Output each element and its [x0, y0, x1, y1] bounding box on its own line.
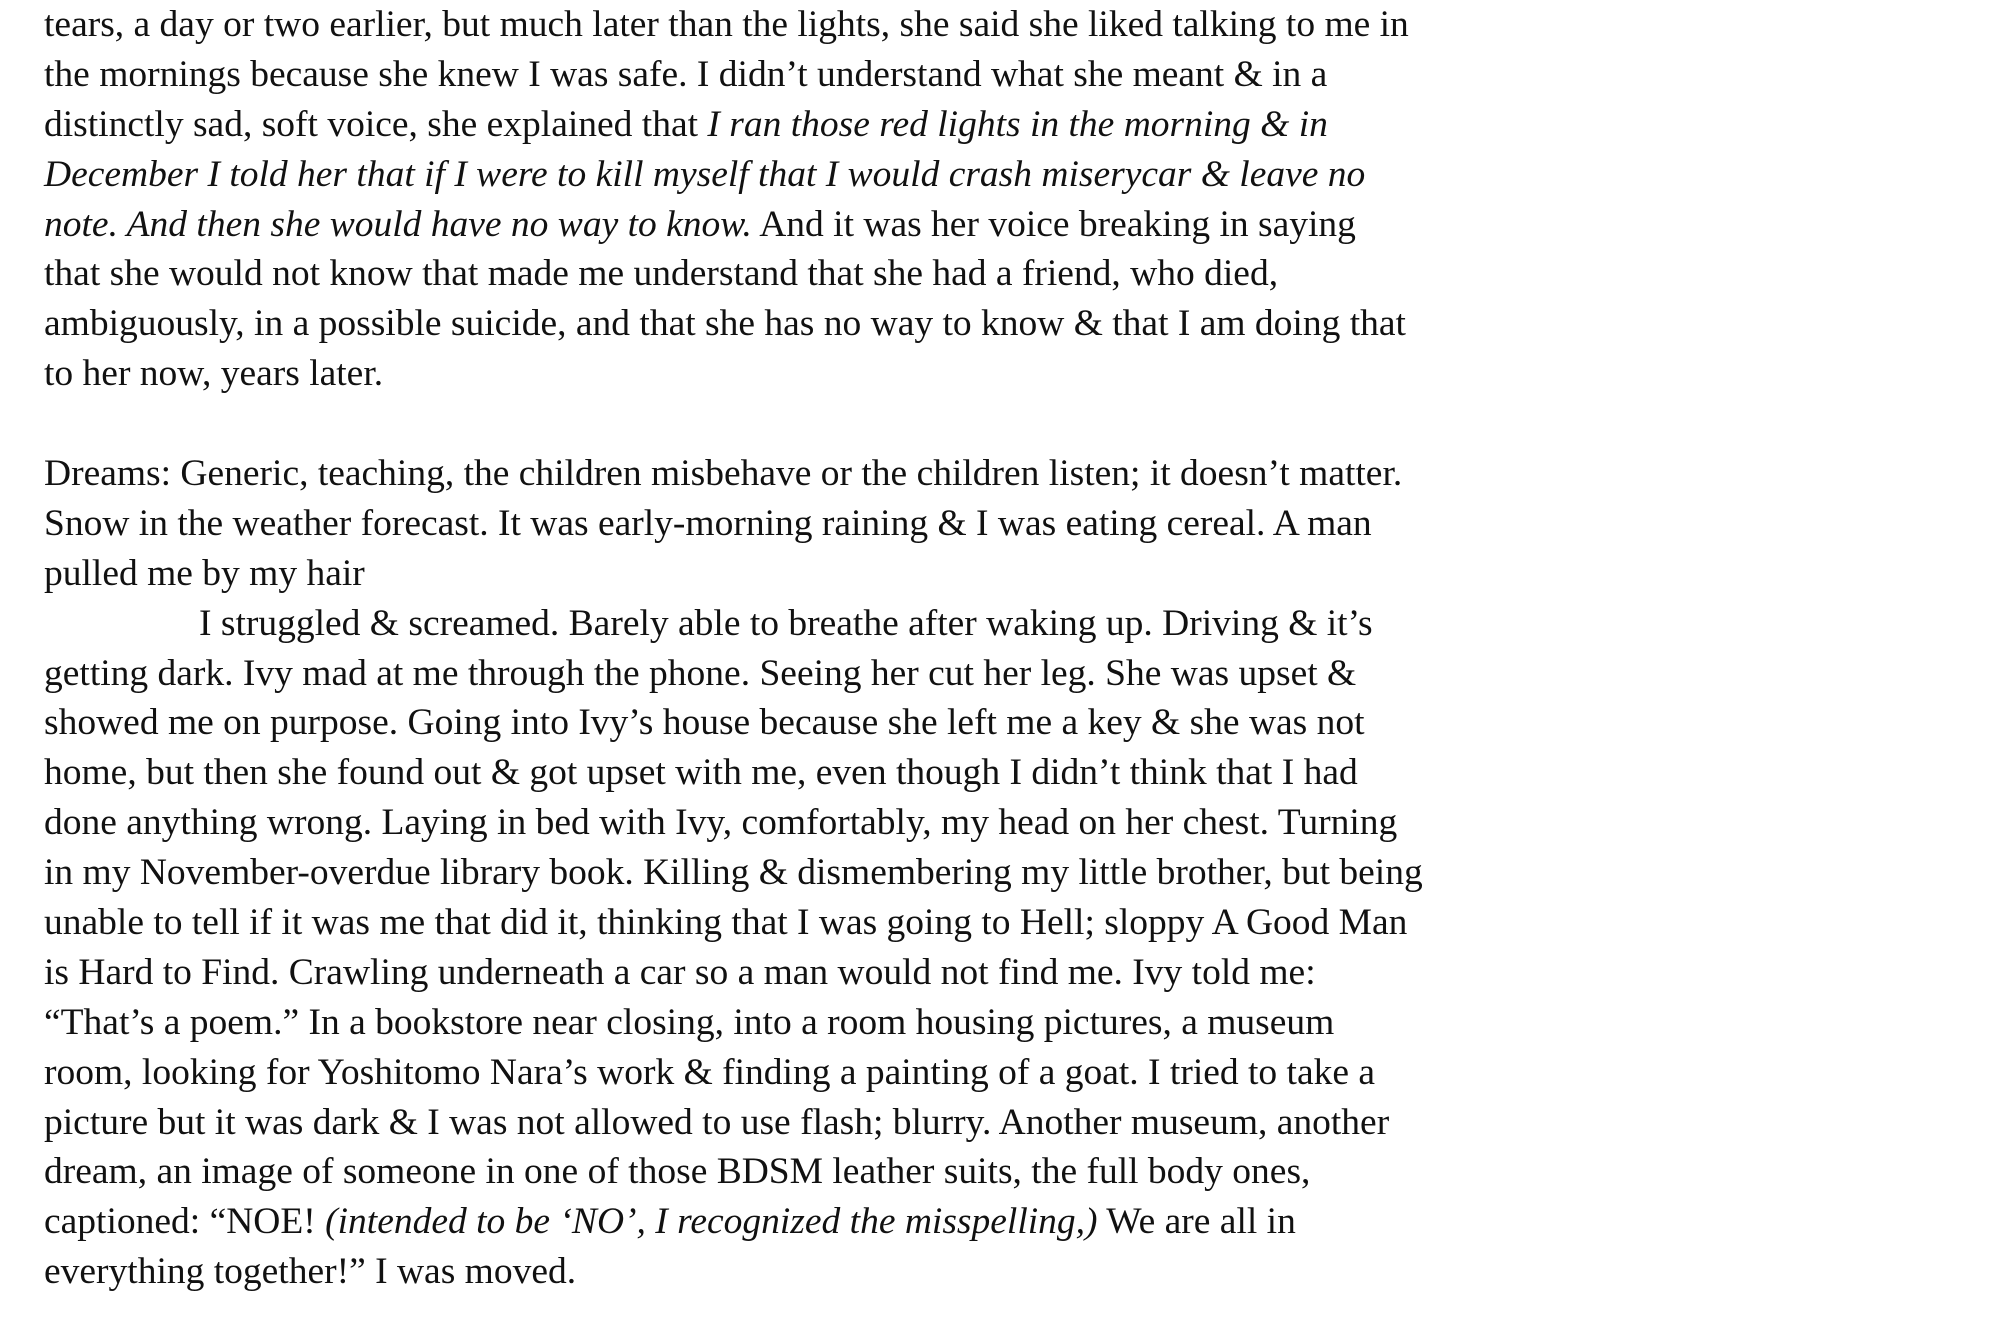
text-line: “That’s a poem.” In a bookstore near closing, into a room housing pictures, a museum: [44, 1001, 1335, 1043]
text-line: Dreams: Generic, teaching, the children misbehave or the children listen; it doesn’t matter.: [44, 453, 1403, 495]
document-body: [44, 0, 1484, 1297]
text-run: captioned: “NOE!: [44, 1201, 326, 1243]
italic-text-run: note. And then she would have no way to know.: [44, 203, 752, 245]
text-line: pulled me by my hair: [44, 552, 365, 594]
text-line: picture but it was dark & I was not allowed to use flash; blurry. Another museum, another: [44, 1101, 1390, 1143]
text-run: distinctly sad, soft voice, she explained that: [44, 103, 708, 145]
text-line: room, looking for Yoshitomo Nara’s work & finding a painting of a goat. I tried to take a: [44, 1051, 1376, 1093]
indented-text-line: I struggled & screamed. Barely able to breathe after waking up. Driving & it’s: [199, 602, 1373, 644]
text-run: We are all in: [1097, 1201, 1296, 1243]
paragraph-red-lights: [44, 0, 1484, 399]
text-line: showed me on purpose. Going into Ivy’s house because she left me a key & she was not: [44, 702, 1365, 744]
paragraph-dreams: [44, 449, 1484, 1297]
text-line: home, but then she found out & got upset with me, even though I didn’t think that I had: [44, 752, 1358, 794]
paragraph-spacer: [44, 399, 1484, 449]
text-line: dream, an image of someone in one of those BDSM leather suits, the full body ones,: [44, 1151, 1311, 1193]
text-line: Snow in the weather forecast. It was early-morning raining & I was eating cereal. A man: [44, 502, 1372, 544]
italic-text-line: December I told her that if I were to kill myself that I would crash miserycar & leave no: [44, 153, 1366, 195]
text-run: And it was her voice breaking in saying: [751, 203, 1356, 245]
text-line: ambiguously, in a possible suicide, and that she has no way to know & that I am doing that: [44, 303, 1406, 345]
text-line: to her now, years later.: [44, 353, 384, 395]
text-line: [44, 200, 1484, 250]
text-line: is Hard to Find. Crawling underneath a car so a man would not find me. Ivy told me:: [44, 951, 1316, 993]
text-line: the mornings because she knew I was safe. I didn’t understand what she meant & in a: [44, 53, 1328, 95]
text-line: unable to tell if it was me that did it, thinking that I was going to Hell; sloppy A Good Man: [44, 902, 1408, 944]
text-line: getting dark. Ivy mad at me through the phone. Seeing her cut her leg. She was upset &: [44, 652, 1357, 694]
text-line: [44, 100, 1484, 150]
italic-text-run: (intended to be ‘NO’, I recognized the misspelling,): [325, 1201, 1098, 1243]
text-line: [44, 1197, 1484, 1247]
text-line: that she would not know that made me understand that she had a friend, who died,: [44, 253, 1279, 295]
text-line: everything together!” I was moved.: [44, 1251, 577, 1293]
italic-text-run: I ran those red lights in the morning & in: [707, 103, 1328, 145]
text-line: in my November-overdue library book. Killing & dismembering my little brother, but being: [44, 852, 1423, 894]
text-line: done anything wrong. Laying in bed with Ivy, comfortably, my head on her chest. Turning: [44, 802, 1398, 844]
text-line: tears, a day or two earlier, but much later than the lights, she said she liked talking to me in: [44, 4, 1409, 45]
